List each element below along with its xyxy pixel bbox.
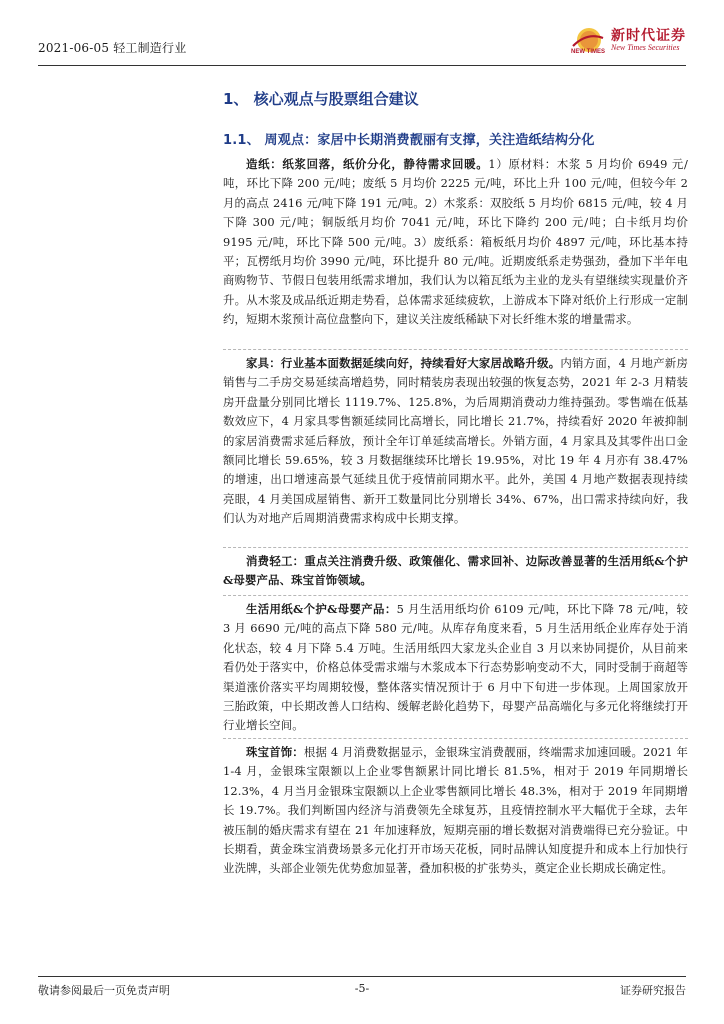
- paragraph-tissue-care-baby: [223, 600, 688, 736]
- paragraph-paper: [223, 155, 688, 330]
- paragraph-tissue-body: 5 月生活用纸均价 6109 元/吨，环比下降 78 元/吨，较 3 月 6690 元/吨的高点下降 580 元/吨。从库存角度来看，5 月生活用纸企业库存处于消化状态，较 4 月下降 5.4 万吨。生活用纸四大家龙头企业自 3 月以来协同提价，从目前来看仍处于落实中，价格总体受需求端与木浆成本下行态势影响变动不大，同时受制于商超等渠道涨价落实平均周期较慢，整体落实情况预计于 6 月中下旬进一步体现。上周国家放开三胎政策，中长期改善人口结构、缓解老龄化趋势下，母婴产品高端化与多元化将继续打开行业增长空间。: [223, 602, 688, 733]
- header-divider: [38, 65, 686, 66]
- logo-mark-icon: [569, 26, 605, 56]
- paragraph-furniture: [223, 354, 688, 529]
- logo-chinese-name: 新时代证券: [611, 28, 686, 45]
- report-type: 证券研究报告: [620, 984, 686, 997]
- footer-divider: [38, 976, 686, 977]
- divider: [223, 349, 688, 350]
- divider: [223, 738, 688, 739]
- paragraph-paper-body: 1）原材料：木浆 5 月均价 6949 元/吨，环比下降 200 元/吨；废纸 5 月均价 2225 元/吨，环比上升 100 元/吨，但较今年 2 月的高点 2416 元/吨下降 191 元/吨。2）木浆系：双胶纸 5 月均价 6815 元/吨，较 4 月下降 300 元/吨；铜版纸月均价 7041 元/吨，环比下降约 200 元/吨；白卡纸月均价 9195 元/吨，环比下降 500 元/吨。3）废纸系：箱板纸月均价 4897 元/吨，环比基本持平；瓦楞纸月均价 3990 元/吨，环比提升 80 元/吨。近期废纸系走势强劲，叠加下半年电商购物节、节假日包装用纸需求增加，我们认为以箱瓦纸为主业的龙头有望继续实现量价齐升。从木浆及成品纸近期走势看，总体需求延续疲软，上游成本下降对纸价上行形成一定制约，短期木浆预计高位盘整向下，建议关注废纸稀缺下对长纤维木浆的增量需求。: [223, 157, 688, 327]
- paragraph-consumer-lead: 消费轻工：重点关注消费升级、政策催化、需求回补、边际改善显著的生活用纸&个护&母婴产品、珠宝首饰领域。: [223, 554, 688, 588]
- paragraph-paper-lead: 造纸：纸浆回落，纸价分化，静待需求回暖。: [246, 157, 489, 171]
- page-header: [38, 26, 686, 64]
- paragraph-jewelry-body: 根据 4 月消费数据显示，金银珠宝消费靓丽，终端需求加速回暖。2021 年 1-4 月，金银珠宝限额以上企业零售额累计同比增长 81.5%，相对于 2019 年同期增长 12.3%，4 月当月金银珠宝限额以上企业零售额同比增长 48.3%，相对于 2019 年同期增长 19.7%。我们判断国内经济与消费领先全球复苏，且疫情控制水平大幅优于全球，去年被压制的婚庆需求有望在 21 年加速释放，短期亮丽的增长数据对消费端得已充分验证。中长期看，黄金珠宝消费场景多元化打开市场天花板，同时品牌认知度提升和成本上行加快行业洗牌，头部企业领先优势愈加显著，叠加积极的扩张势头，奠定企业长期成长确定性。: [223, 745, 688, 876]
- paragraph-jewelry-lead: 珠宝首饰：: [246, 745, 304, 759]
- header-date-industry: 2021-06-05 轻工制造行业: [38, 41, 187, 55]
- divider: [223, 595, 688, 596]
- paragraph-jewelry: [223, 743, 688, 879]
- page-number: -5-: [354, 982, 370, 995]
- paragraph-furniture-lead: 家具：行业基本面数据延续向好，持续看好大家居战略升级。: [246, 356, 561, 370]
- paragraph-tissue-lead: 生活用纸&个护&母婴产品：: [246, 602, 397, 616]
- divider: [223, 547, 688, 548]
- disclaimer-link[interactable]: 敬请参阅最后一页免责声明: [38, 984, 170, 997]
- logo-english-name: New Times Securities: [611, 43, 680, 53]
- section-title: 1、 核心观点与股票组合建议: [223, 90, 419, 108]
- paragraph-furniture-body: 内销方面，4 月地产新房销售与二手房交易延续高增趋势，同时精装房表现出较强的恢复态势，2021 年 2-3 月精装房开盘量分别同比增长 1119.7%、125.8%，为后周期消费动力维持强劲。零售端在低基数效应下，4 月家具零售额延续同比高增长，同比增长 21.7%，持续看好 2020 年被抑制的家居消费需求延后释放，预计全年订单延续高增长。外销方面，4 月家具及其零件出口金额同比增长 59.65%，较 3 月数据继续环比增长 19.95%，对比 19 年 4 月亦有 38.47%的增速，出口增速高景气延续且优于疫情前同期水平。此外，美国 4 月地产数据表现持续亮眼，4 月美国成屋销售、新开工数量同比分别增长 34%、67%，出口需求持续向好，我们认为对地产后周期消费需求构成中长期支撑。: [223, 356, 688, 526]
- subsection-title: 1.1、 周观点：家居中长期消费靓丽有支撑，关注造纸结构分化: [223, 133, 595, 148]
- paragraph-consumer-light-industry: [223, 552, 688, 591]
- brand-logo: [569, 26, 686, 56]
- svg-text:NEW TIMES: NEW TIMES: [571, 49, 605, 55]
